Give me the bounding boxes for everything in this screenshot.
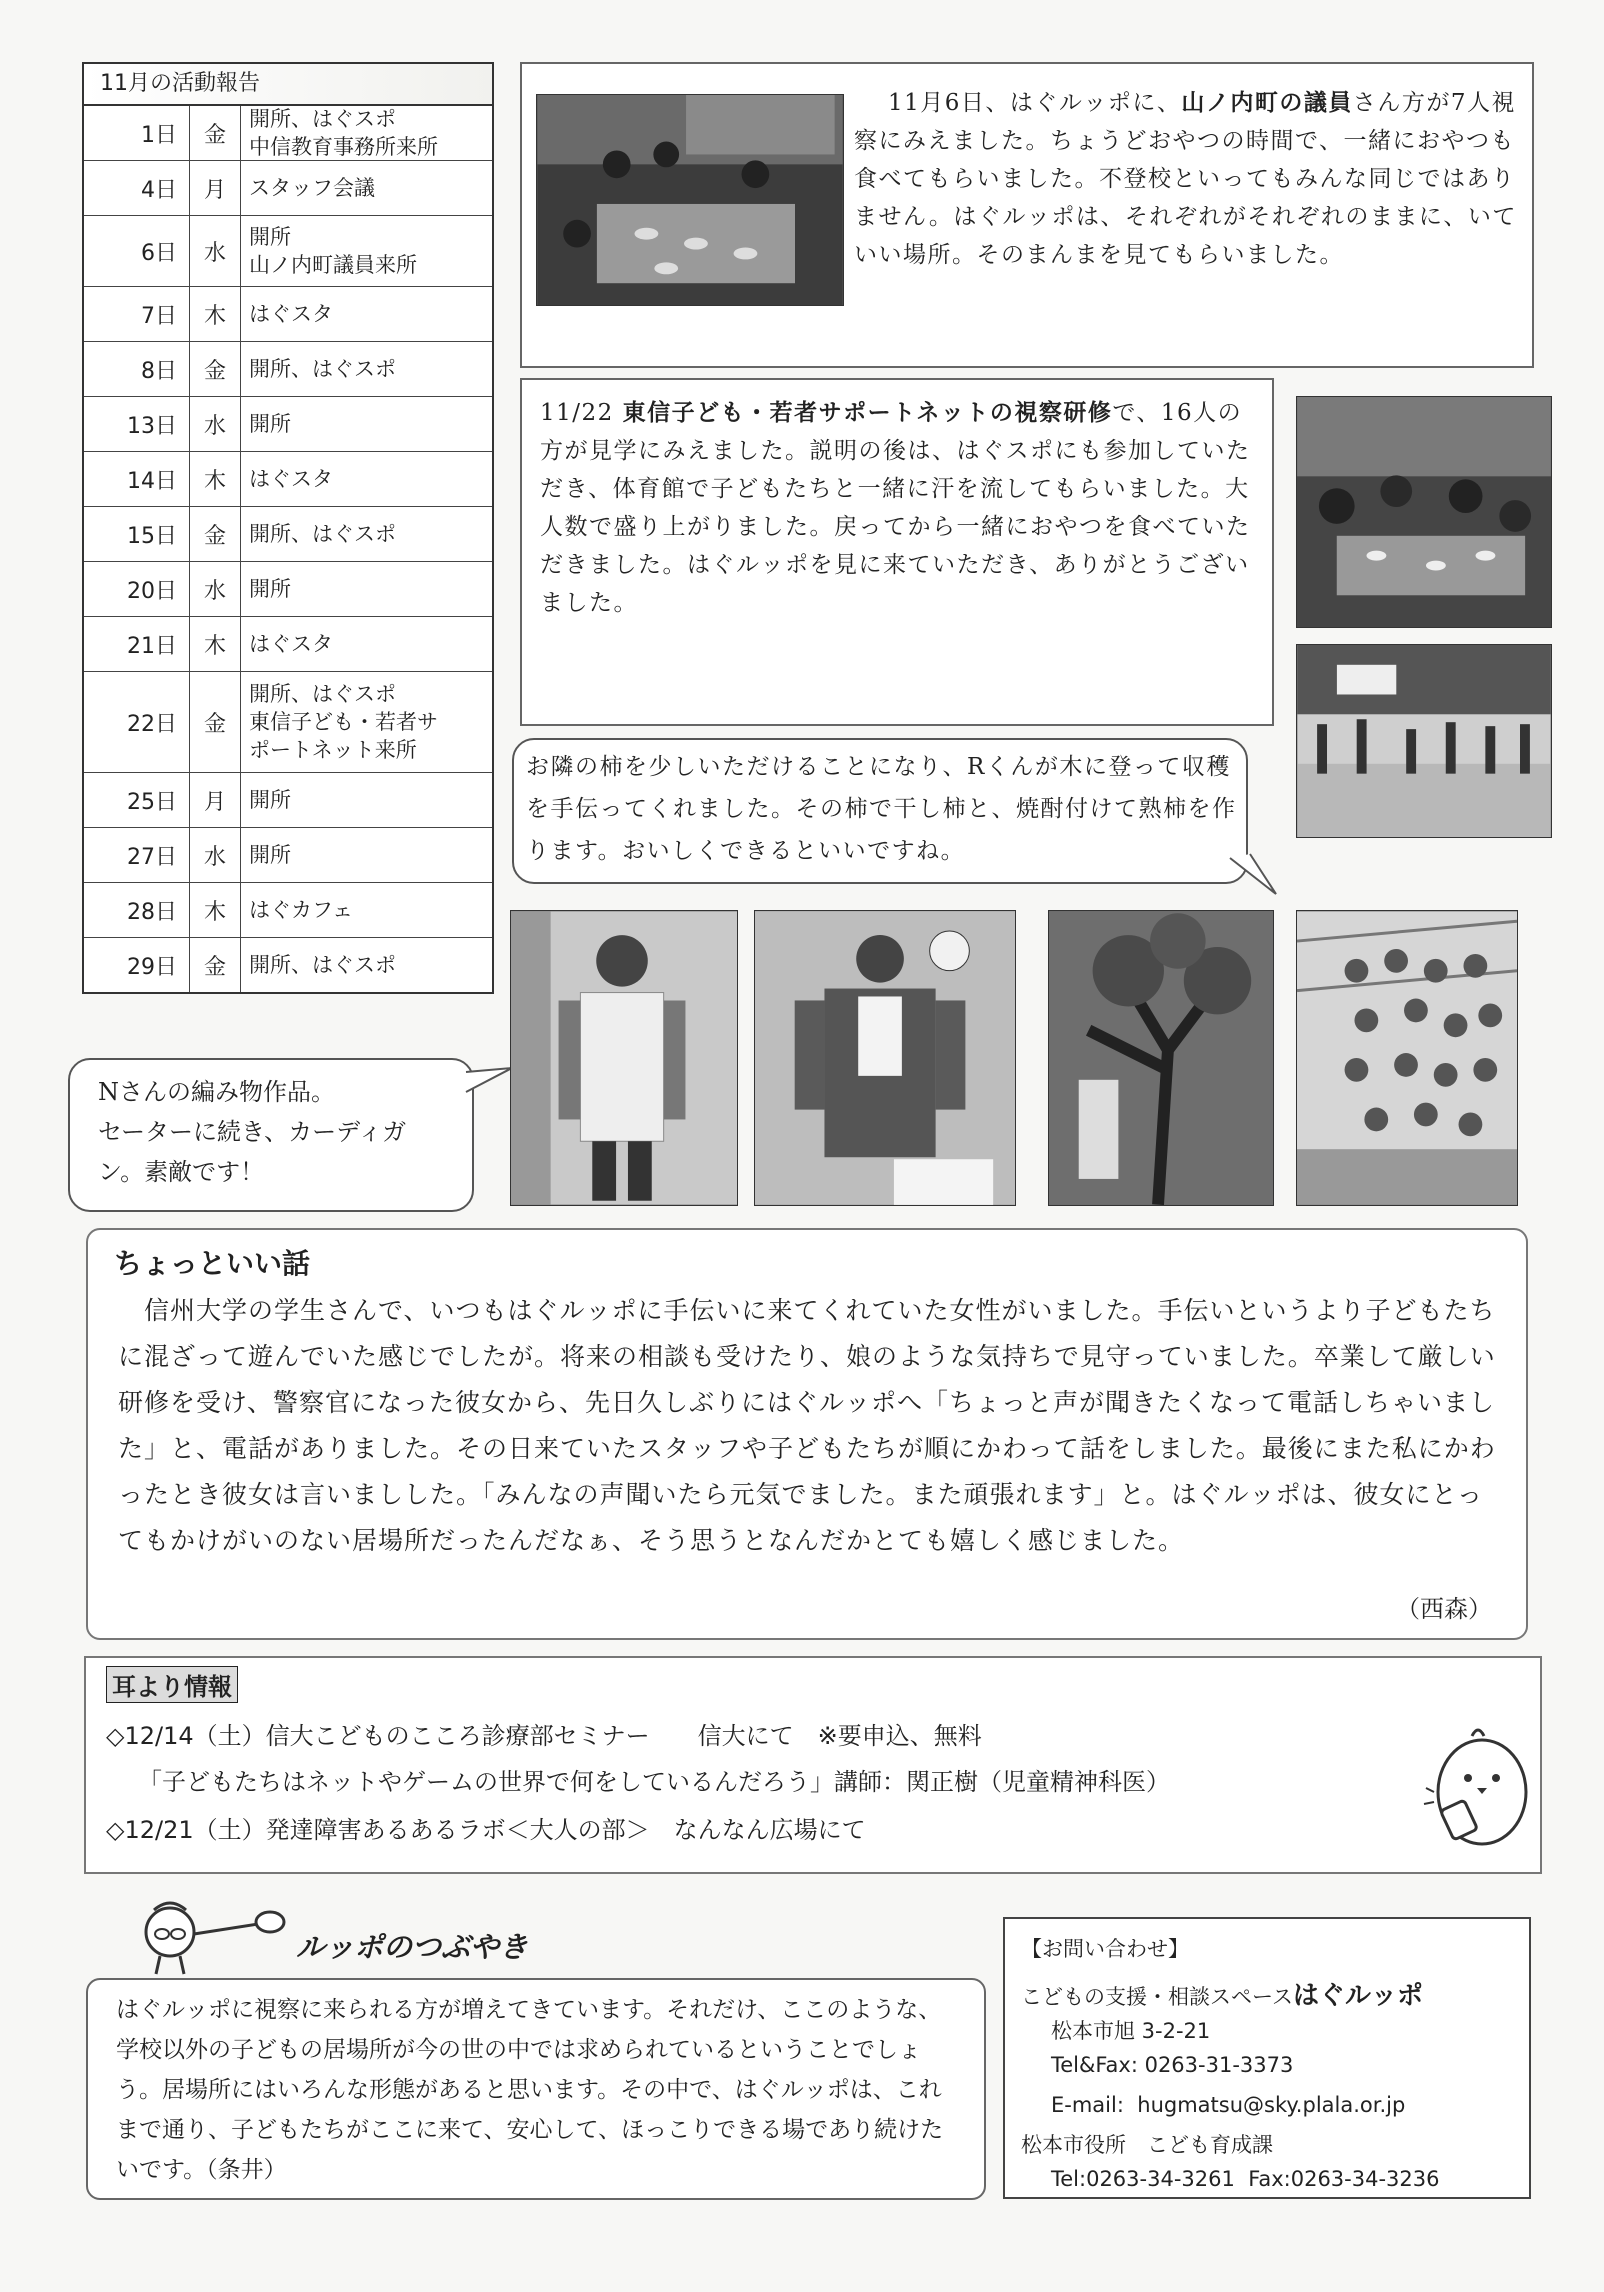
knit-bubble-tail <box>464 1062 514 1102</box>
row-weekday: 金 <box>190 672 241 772</box>
contact-box <box>1003 1917 1531 2199</box>
row-event: 開所 山ノ内町議員来所 <box>249 225 417 277</box>
table-row <box>84 937 492 992</box>
table-row <box>84 451 492 506</box>
row-weekday: 月 <box>190 773 241 827</box>
visit-photo-1 <box>536 94 844 306</box>
council-visit-photo <box>537 95 843 305</box>
info-section <box>84 1656 1542 1874</box>
row-day: 6日 <box>84 216 190 286</box>
tree-climb-photo <box>1048 910 1274 1206</box>
row-weekday: 木 <box>190 883 241 937</box>
row-day: 22日 <box>84 672 190 772</box>
row-day: 25日 <box>84 773 190 827</box>
gym-photo <box>1296 644 1552 838</box>
row-event: 開所、はぐスポ 東信子ども・若者サ ポートネット来所 <box>249 682 438 762</box>
table-row <box>84 827 492 882</box>
visit1-highlight: 山ノ内町の議員 <box>1181 89 1353 116</box>
visit2-text-c: で、16人の方が見学にみえました。説明の後は、はぐスポにも参加していただき、体育館で子どもたちと一緒に汗を流してもらいました。大人数で盛り上がりました。戻ってから一緒におやつを食べていただきました。はぐルッポを見に来ていただき、ありがとうございました。 <box>540 400 1251 616</box>
table-row <box>84 160 492 215</box>
table-row <box>84 772 492 827</box>
visit-yamanouchi-box <box>520 62 1534 368</box>
row-day: 14日 <box>84 452 190 506</box>
row-weekday: 金 <box>190 342 241 396</box>
table-row <box>84 106 492 160</box>
row-weekday: 木 <box>190 287 241 341</box>
table-row <box>84 215 492 286</box>
row-event: 開所 <box>249 788 291 812</box>
contact-city-tel: Tel:0263-34-3261 Fax:0263-34-3236 <box>1051 2167 1440 2191</box>
row-day: 28日 <box>84 883 190 937</box>
story-title: ちょっといい話 <box>114 1247 311 1280</box>
activity-report-table <box>82 62 494 994</box>
row-event: 開所 <box>249 412 291 436</box>
contact-org-name: はぐルッポ <box>1292 1981 1423 2011</box>
row-day: 4日 <box>84 161 190 215</box>
row-event: 開所、はぐスポ <box>249 953 396 977</box>
row-event: 開所、はぐスポ 中信教育事務所来所 <box>249 107 438 159</box>
contact-org-prefix: こどもの支援・相談スペース <box>1021 1985 1293 2009</box>
info-line-3: ◇12/21（土）発達障害あるあるラボ＜大人の部＞ なんなん広場にて <box>106 1816 866 1844</box>
row-event: はぐスタ <box>249 467 333 491</box>
row-event: はぐスタ <box>249 302 333 326</box>
info-title: 耳より情報 <box>106 1666 238 1703</box>
chick-icon <box>1422 1722 1534 1852</box>
row-weekday: 金 <box>190 507 241 561</box>
visit1-text-c: さん方が7人視察にみえました。ちょうどおやつの時間で、一緒におやつも食べてもらいました。不登校といってもみんな同じではありません。はぐルッポは、それぞれがそれぞれのままに、いていい場所。そのまんまを見てもらいました。 <box>854 90 1517 268</box>
contact-org <box>1021 1975 1423 2012</box>
table-row <box>84 616 492 671</box>
row-day: 27日 <box>84 828 190 882</box>
row-day: 29日 <box>84 938 190 992</box>
persimmon-bubble <box>512 738 1248 884</box>
table-row <box>84 396 492 451</box>
row-event: はぐスタ <box>249 632 333 656</box>
bubble-tail <box>1228 848 1288 898</box>
row-day: 20日 <box>84 562 190 616</box>
row-day: 15日 <box>84 507 190 561</box>
story-body: 信州大学の学生さんで、いつもはぐルッポに手伝いに来てくれていた女性がいました。手伝いというより子どもたちに混ざって遊んでいた感じでしたが。将来の相談も受けたり、娘のような気持ちで見守っていました。卒業して厳しい研修を受け、警察官になった彼女から、先日久しぶりにはぐルッポへ「ちょっと声が聞きたくなって電話しちゃいました」と、電話がありました。その日来ていたスタッフや子どもたちが順にかわって話をしました。最後にまた私にかわったとき彼女は言いましした。「みんなの声聞いたら元気でました。また頑張れます」と。はぐルッポは、彼女にとってもかけがいのない居場所だったんだなぁ、そう思うとなんだかとても嬉しく感じました。 <box>118 1296 1496 1555</box>
cardigan-photo <box>754 910 1016 1206</box>
row-event: 開所、はぐスポ <box>249 357 396 381</box>
character-icon <box>130 1894 290 1978</box>
visit-toshin-box <box>520 378 1274 726</box>
visit1-text <box>854 84 1520 274</box>
row-weekday: 金 <box>190 938 241 992</box>
tsubuyaki-box <box>86 1978 986 2200</box>
contact-telfax: Tel&Fax: 0263-31-3373 <box>1051 2053 1294 2077</box>
row-weekday: 木 <box>190 452 241 506</box>
table-row <box>84 341 492 396</box>
row-weekday: 月 <box>190 161 241 215</box>
row-event: スタッフ会議 <box>249 176 375 200</box>
row-weekday: 木 <box>190 617 241 671</box>
row-weekday: 水 <box>190 828 241 882</box>
row-event: 開所 <box>249 577 291 601</box>
contact-title: 【お問い合わせ】 <box>1021 1937 1189 1961</box>
table-row <box>84 506 492 561</box>
visit2-text-a: 11/22 <box>540 400 623 426</box>
row-day: 7日 <box>84 287 190 341</box>
table-body <box>84 106 492 992</box>
row-event: はぐカフェ <box>249 898 353 922</box>
info-line-1: ◇12/14（土）信大こどものこころ診療部セミナー 信大にて ※要申込、無料 <box>106 1722 982 1750</box>
row-weekday: 金 <box>190 106 241 160</box>
table-row <box>84 561 492 616</box>
row-day: 21日 <box>84 617 190 671</box>
sweater-photo <box>510 910 738 1206</box>
row-day: 8日 <box>84 342 190 396</box>
persimmon-text: お隣の柿を少しいただけることになり、Rくんが木に登って収穫を手伝ってくれました。その柿で干し柿と、焼酎付けて熟柿を作ります。おいしくできるといいですね。 <box>526 754 1237 864</box>
tsubuyaki-title: ルッポのつぶやき <box>296 1930 529 1964</box>
table-title: 11月の活動報告 <box>84 64 492 106</box>
row-event: 開所、はぐスポ <box>249 522 396 546</box>
visit2-highlight: 東信子ども・若者サポートネットの視察研修 <box>622 399 1113 426</box>
row-event: 開所 <box>249 843 291 867</box>
table-row <box>84 286 492 341</box>
contact-address: 松本市旭 3-2-21 <box>1051 2019 1211 2043</box>
good-story-section <box>86 1228 1528 1640</box>
visit1-text-a: 11月6日、はぐルッポに、 <box>888 90 1182 116</box>
dried-persimmon-photo <box>1296 910 1518 1206</box>
snack-photo <box>1296 396 1552 628</box>
row-weekday: 水 <box>190 216 241 286</box>
row-weekday: 水 <box>190 397 241 451</box>
visit2-text <box>540 394 1258 622</box>
tsubuyaki-body: はぐルッポに視察に来られる方が増えてきています。それだけ、ここのような、学校以外の子どもの居場所が今の世の中では求められているということでしょう。居場所にはいろんな形態があると思います。その中で、はぐルッポは、これまで通り、子どもたちがここに来て、安心して、ほっこりできる場であり続けたいです。（条井） <box>116 1997 944 2183</box>
knitting-bubble <box>68 1058 474 1212</box>
contact-email[interactable]: E-mail: hugmatsu@sky.plala.or.jp <box>1051 2093 1406 2117</box>
table-row <box>84 882 492 937</box>
table-row <box>84 671 492 772</box>
row-day: 1日 <box>84 106 190 160</box>
contact-city: 松本市役所 こども育成課 <box>1021 2133 1273 2157</box>
row-day: 13日 <box>84 397 190 451</box>
row-weekday: 水 <box>190 562 241 616</box>
knitting-text: Nさんの編み物作品。 セーターに続き、カーディガン。素敵です！ <box>98 1078 407 1186</box>
info-line-2: 「子どもたちはネットやゲームの世界で何をしているんだろう」講師：関正樹（児童精神科医） <box>138 1768 1170 1796</box>
story-signature: （西森） <box>1396 1595 1492 1623</box>
